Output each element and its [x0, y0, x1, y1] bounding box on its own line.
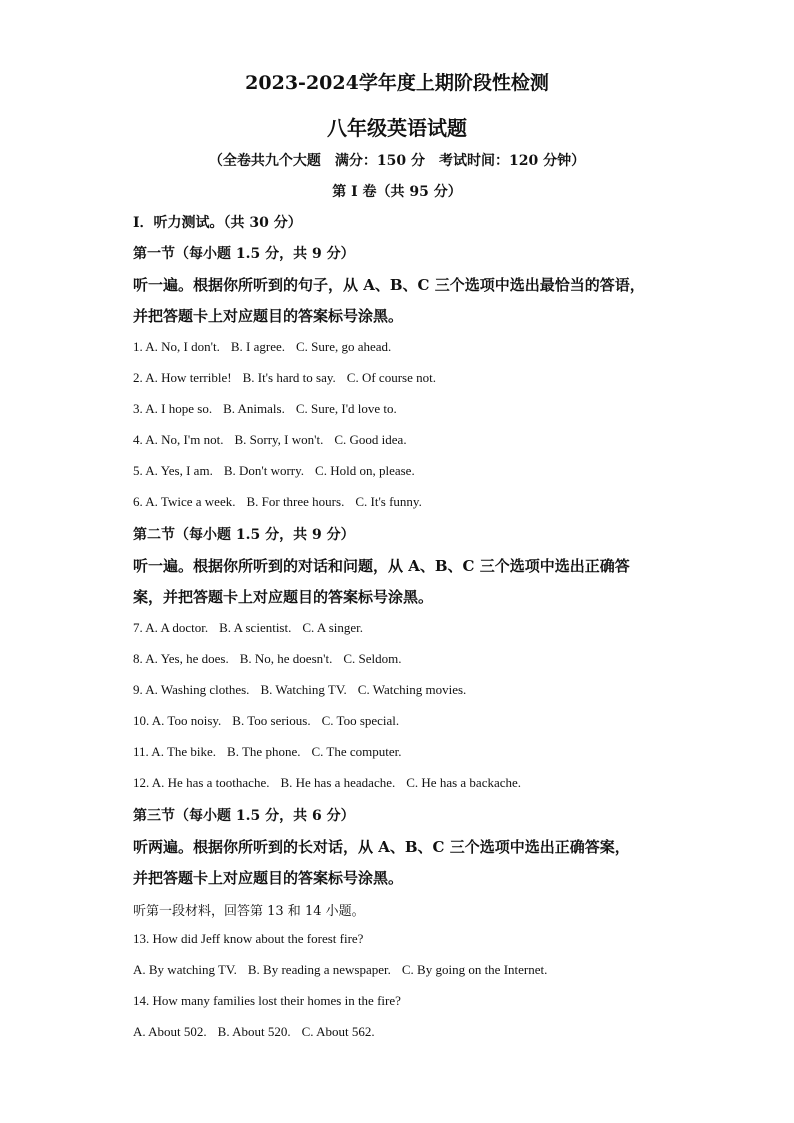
option-c: C. About 562.	[301, 1024, 375, 1039]
option-a: 3. A. I hope so.	[133, 401, 213, 416]
option-b: B. I agree.	[230, 339, 285, 354]
option-b: B. Too serious.	[232, 713, 311, 728]
option-b: B. It's hard to say.	[242, 370, 336, 385]
question-5	[133, 463, 415, 479]
question-7	[133, 620, 363, 636]
option-a: 7. A. A doctor.	[133, 620, 209, 635]
question-13: 13. How did Jeff know about the forest fire?	[133, 931, 364, 946]
option-b: B. Watching TV.	[260, 682, 347, 697]
option-a: 1. A. No, I don't.	[133, 339, 220, 354]
option-b: B. The phone.	[227, 744, 301, 759]
question-4	[133, 432, 407, 448]
question-2	[133, 370, 436, 386]
option-b: B. For three hours.	[246, 494, 345, 509]
option-a: 11. A. The bike.	[133, 744, 217, 759]
option-b: B. By reading a newspaper.	[247, 962, 391, 977]
sec1-instruction-2: 并把答题卡上对应题目的答案标号涂黑。	[133, 307, 404, 325]
sec2-instruction-1: 听一遍。根据你所听到的对话和问题，从 A、B、C 三个选项中选出正确答	[133, 557, 630, 575]
sec3-heading: 第三节（每小题 1.5 分，共 6 分）	[133, 808, 355, 824]
option-a: 8. A. Yes, he does.	[133, 651, 229, 666]
option-c: C. The computer.	[311, 744, 402, 759]
option-c: C. Sure, I'd love to.	[295, 401, 397, 416]
option-b: B. A scientist.	[219, 620, 292, 635]
question-1	[133, 339, 391, 355]
option-a: A. About 502.	[133, 1024, 207, 1039]
sec3-instruction-1: 听两遍。根据你所听到的长对话，从 A、B、C 三个选项中选出正确答案，	[133, 838, 630, 856]
sec2-instruction-2: 案，并把答题卡上对应题目的答案标号涂黑。	[133, 588, 434, 606]
sec3-instruction-2: 并把答题卡上对应题目的答案标号涂黑。	[133, 869, 404, 887]
option-c: C. Too special.	[321, 713, 400, 728]
question-14-options	[133, 1024, 375, 1040]
exam-title: 2023-2024学年度上期阶段性检测	[245, 72, 549, 94]
question-6	[133, 494, 422, 510]
volume-heading: 第 I 卷（共 95 分）	[332, 184, 462, 200]
sec3-note: 听第一段材料，回答第 13 和 14 小题。	[133, 904, 365, 919]
option-a: 4. A. No, I'm not.	[133, 432, 224, 447]
question-10	[133, 713, 399, 729]
option-b: B. He has a headache.	[280, 775, 396, 790]
exam-info: （全卷共九个大题 满分：150 分 考试时间：120 分钟）	[208, 153, 586, 169]
option-c: C. Sure, go ahead.	[295, 339, 392, 354]
part1-heading: Ⅰ．听力测试。（共 30 分）	[133, 215, 302, 231]
option-a: 10. A. Too noisy.	[133, 713, 222, 728]
option-a: 5. A. Yes, I am.	[133, 463, 213, 478]
option-c: C. Of course not.	[346, 370, 436, 385]
exam-subtitle: 八年级英语试题	[327, 116, 467, 140]
option-b: B. Animals.	[223, 401, 285, 416]
option-a: 2. A. How terrible!	[133, 370, 232, 385]
option-a: A. By watching TV.	[133, 962, 237, 977]
option-c: C. Watching movies.	[357, 682, 467, 697]
question-12	[133, 775, 521, 791]
option-b: B. About 520.	[217, 1024, 291, 1039]
question-3	[133, 401, 397, 417]
question-8	[133, 651, 402, 667]
option-c: C. It's funny.	[355, 494, 422, 509]
option-c: C. Seldom.	[343, 651, 402, 666]
option-a: 6. A. Twice a week.	[133, 494, 236, 509]
question-13-options	[133, 962, 547, 978]
option-c: C. By going on the Internet.	[401, 962, 548, 977]
sec2-heading: 第二节（每小题 1.5 分，共 9 分）	[133, 527, 355, 543]
option-b: B. Don't worry.	[223, 463, 305, 478]
sec1-instruction-1: 听一遍。根据你所听到的句子，从 A、B、C 三个选项中选出最恰当的答语，	[133, 276, 645, 294]
question-14: 14. How many families lost their homes in the fire?	[133, 993, 401, 1008]
option-b: B. Sorry, I won't.	[234, 432, 324, 447]
option-b: B. No, he doesn't.	[239, 651, 333, 666]
sec1-heading: 第一节（每小题 1.5 分，共 9 分）	[133, 246, 355, 262]
option-c: C. Hold on, please.	[315, 463, 415, 478]
option-c: C. A singer.	[302, 620, 364, 635]
option-c: C. He has a backache.	[406, 775, 522, 790]
option-a: 9. A. Washing clothes.	[133, 682, 250, 697]
option-c: C. Good idea.	[334, 432, 407, 447]
option-a: 12. A. He has a toothache.	[133, 775, 270, 790]
question-9	[133, 682, 466, 698]
question-11	[133, 744, 402, 760]
